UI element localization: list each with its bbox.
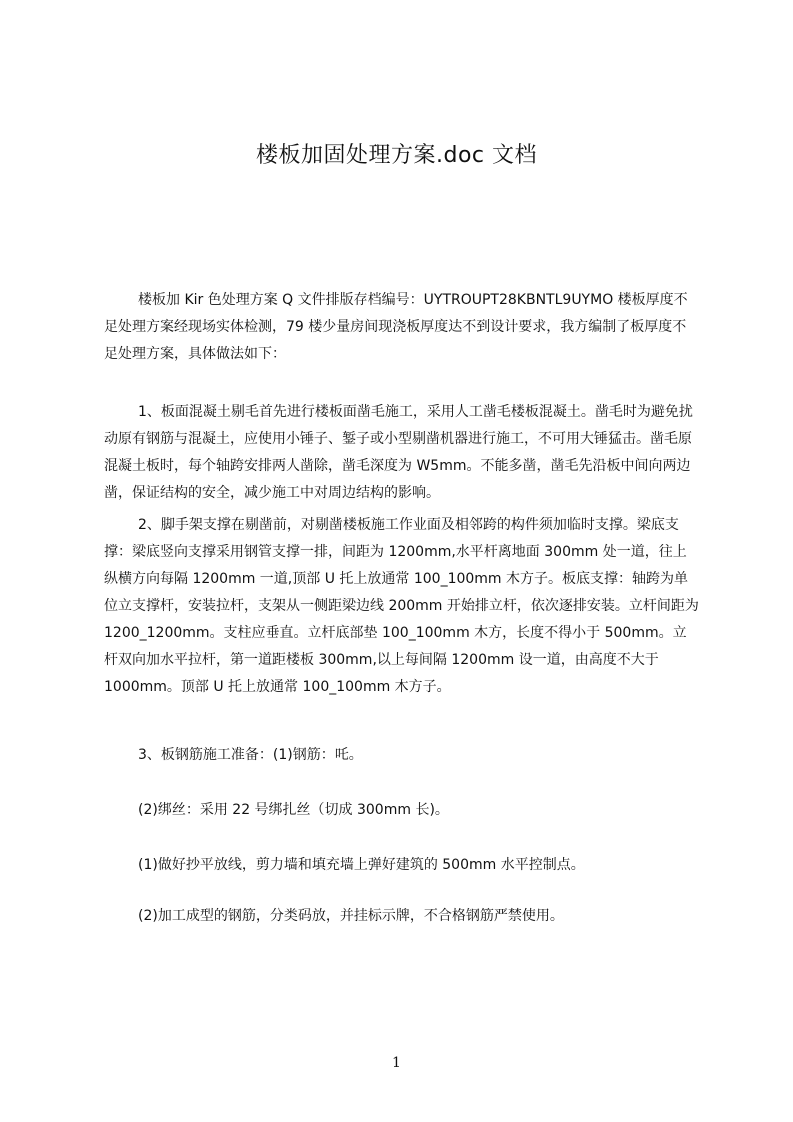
item-layout-lines: [104, 852, 700, 879]
item-binding-wire: [104, 797, 700, 824]
item-text: (2)绑丝：采用 22 号绑扎丝（切成 300mm 长)。: [138, 802, 449, 818]
paragraph-text: 2、脚手架支撑在剔凿前，对剔凿楼板施工作业面及相邻跨的构件须加临时支撑。梁底支撑：梁底竖向支撑采用钢管支撑一排，间距为 1200mm,水平杆离地面 300mm 处一道，往上纵横方向每隔 1200mm 一道,顶部 U 托上放通常 100_100mm 木方子。板底支撑：轴跨为单位立支撑杆，安装拉杆，支架从一侧距梁边线 200mm 开始排立杆，依次逐排安装。立杆间距为 1200_1200mm。支柱应垂直。立杆底部垫 100_100mm 木方，长度不得小于 500mm。立杆双向加水平拉杆，第一道距楼板 300mm,以上每间隔 1200mm 设一道，由高度不大于 1000mm。顶部 U 托上放通常 100_100mm 木方子。: [104, 517, 699, 695]
page-number: 1: [392, 1055, 401, 1071]
item-text: 3、板钢筋施工准备：(1)钢筋：吒。: [138, 747, 363, 763]
paragraph-text: 1、板面混凝土剔毛首先进行楼板面凿毛施工，采用人工凿毛楼板混凝土。凿毛时为避免扰动原有钢筋与混凝土，应使用小锤子、錾子或小型剔凿机器进行施工，不可用大锤猛击。凿毛原混凝土板时，每个轴跨安排两人凿除，凿毛深度为 W5mm。不能多凿，凿毛先沿板中间向两边凿，保证结构的安全，减少施工中对周边结构的影响。: [104, 404, 693, 501]
item-section-3: [104, 742, 700, 769]
paragraph-intro: [104, 287, 700, 368]
item-text: (1)做好抄平放线，剪力墙和填充墙上弹好建筑的 500mm 水平控制点。: [138, 857, 585, 873]
item-text: (2)加工成型的钢筋，分类码放，并挂标示牌，不合格钢筋严禁使用。: [138, 908, 564, 924]
paragraph-section-2: [104, 512, 700, 701]
paragraph-section-1: [104, 399, 700, 507]
document-title: 楼板加固处理方案.doc 文档: [255, 143, 537, 168]
paragraph-text: 楼板加 Kir 色处理方案 Q 文件排版存档编号：UYTROUPT28KBNTL9UYMO 楼板厚度不足处理方案经现场实体检测，79 楼少量房间现浇板厚度达不到设计要求，我方编制了板厚度不足处理方案，具体做法如下：: [104, 292, 688, 362]
item-rebar-storage: [104, 903, 700, 930]
